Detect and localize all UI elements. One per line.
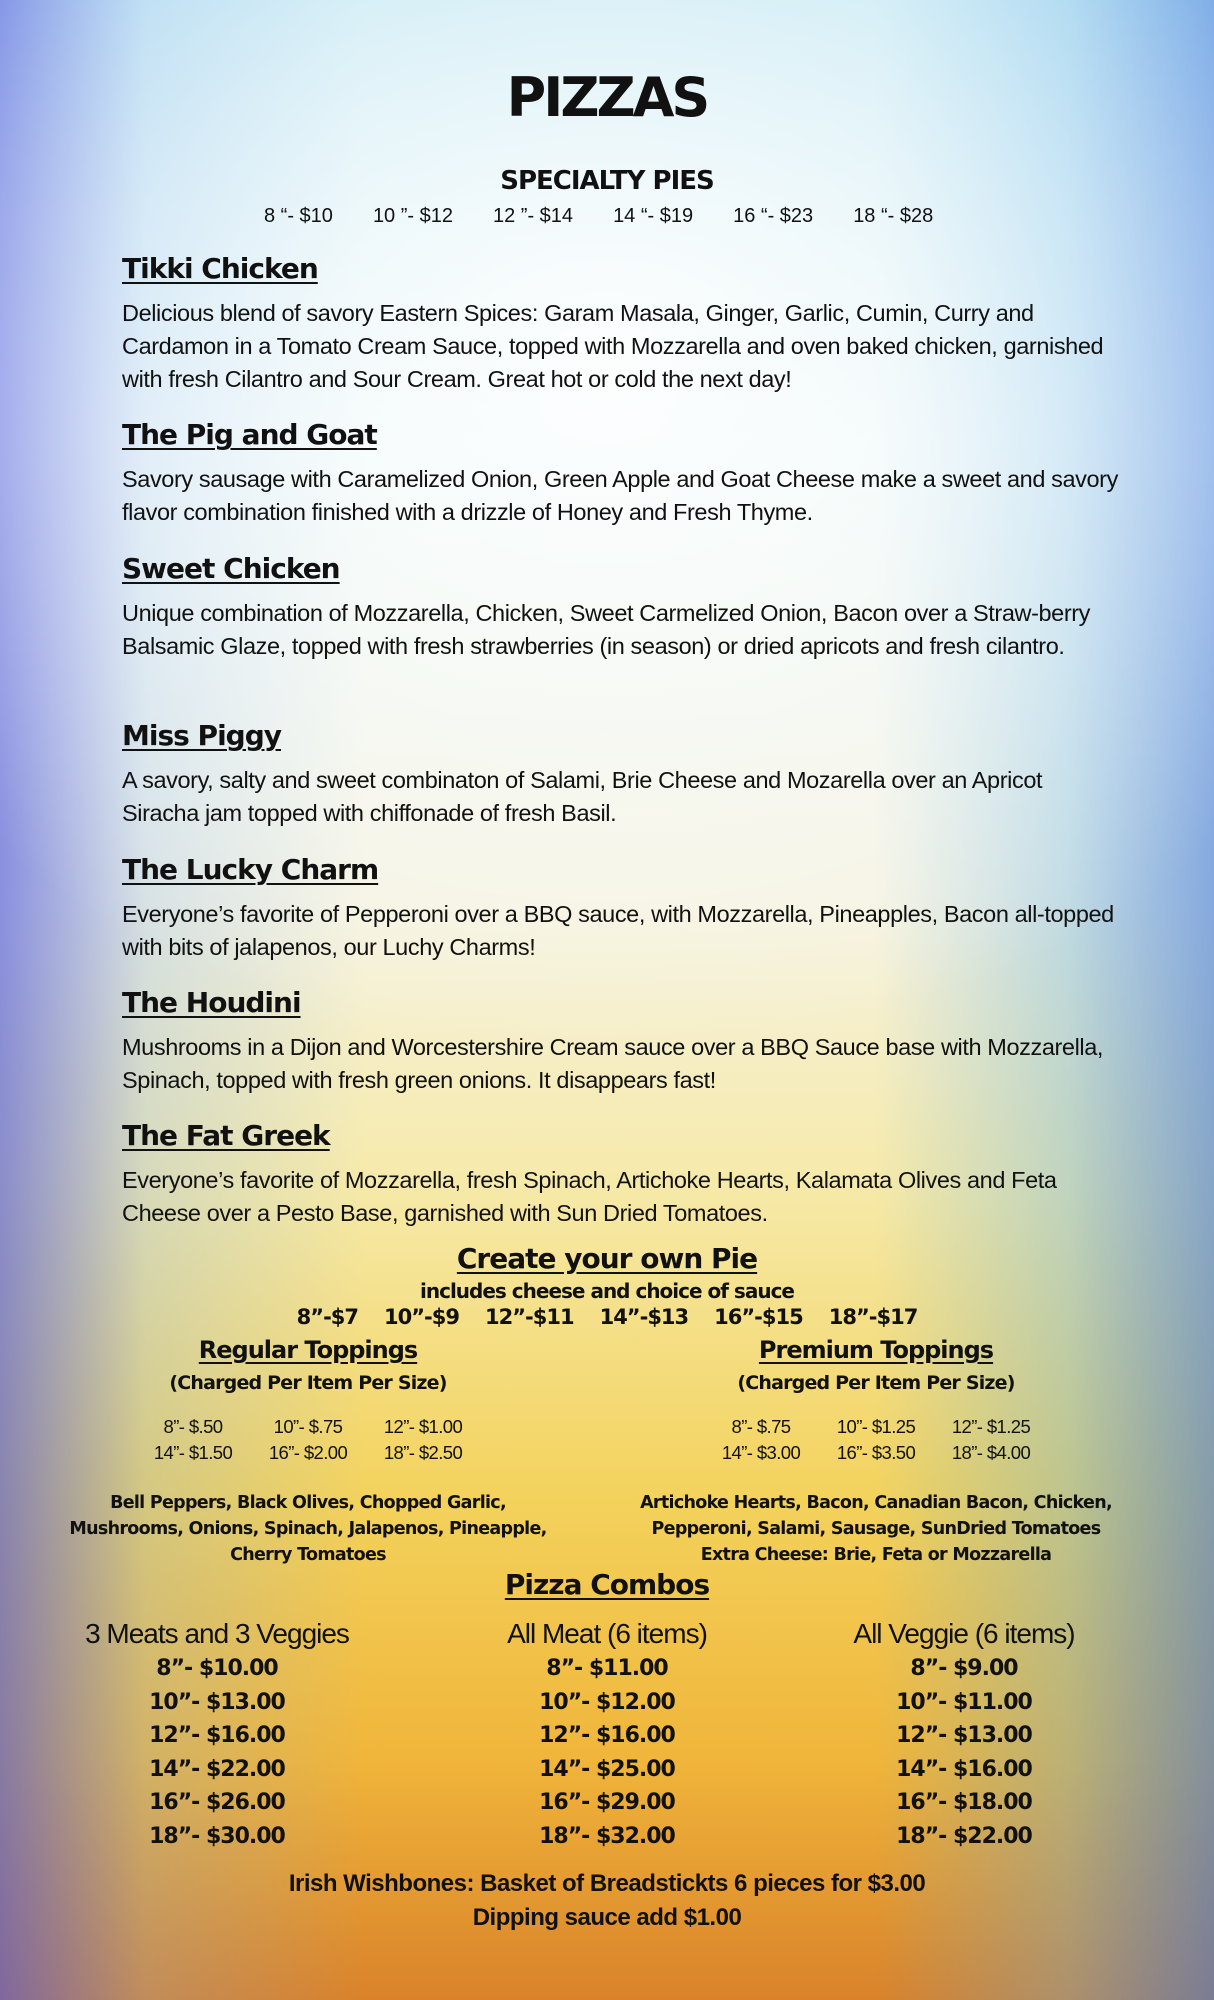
- create-your-own-prices: [0, 1305, 1214, 1329]
- combo-name: All Meat (6 items): [507, 1618, 707, 1649]
- cyo-price: 12”-$11: [485, 1305, 574, 1329]
- combo-price: 18”- $22.00: [896, 1823, 1032, 1849]
- regular-toppings-list: [58, 1490, 558, 1568]
- combo-price: 14”- $22.00: [149, 1756, 285, 1782]
- topping-list-line: Mushrooms, Onions, Spinach, Jalapenos, Pineapple,: [69, 1519, 547, 1539]
- topping-price: 8”- $.50: [163, 1416, 223, 1437]
- premium-toppings: [626, 1336, 1126, 1568]
- specialty-price: 14 “- $19: [613, 205, 694, 227]
- premium-toppings-list: [626, 1490, 1126, 1568]
- combo-price: 16”- $29.00: [539, 1790, 675, 1815]
- topping-list-line: Cherry Tomatoes: [230, 1545, 386, 1565]
- regular-toppings-title: Regular Toppings: [198, 1336, 418, 1364]
- menu-item-name: Miss Piggy: [122, 719, 281, 752]
- combo-price: 16”- $26.00: [149, 1790, 285, 1815]
- combo-column: [417, 1618, 797, 1853]
- topping-price: 8”- $.75: [731, 1416, 791, 1437]
- regular-toppings-subtitle: (Charged Per Item Per Size): [169, 1372, 447, 1394]
- topping-price: 14”- $1.50: [153, 1442, 233, 1463]
- page-title: PIZZAS: [506, 66, 708, 129]
- menu-item: [122, 1119, 1122, 1230]
- combos-title: Pizza Combos: [504, 1568, 710, 1601]
- combo-price: 14”- $16.00: [896, 1756, 1032, 1782]
- combo-price: 8”- $10.00: [156, 1656, 278, 1681]
- topping-list-line: Pepperoni, Salami, Sausage, SunDried Tomatoes: [651, 1519, 1101, 1539]
- regular-toppings-prices: [136, 1416, 481, 1464]
- cyo-price: 16”-$15: [714, 1305, 803, 1329]
- cyo-price: 8”-$7: [296, 1305, 359, 1329]
- menu-item-description: Everyone’s favorite of Mozzarella, fresh Spinach, Artichoke Hearts, Kalamata Olives and Feta Cheese over a Pesto Base, garnished with Sun Dried Tomatoes.: [122, 1167, 1057, 1226]
- topping-price: 12”- $1.25: [951, 1416, 1031, 1437]
- topping-price: 10”- $.75: [273, 1416, 343, 1437]
- breadsticks-offer: Irish Wishbones: Basket of Breadstickts 6 pieces for $3.00: [288, 1870, 926, 1897]
- combo-price: 8”- $11.00: [546, 1656, 668, 1681]
- combo-price: 8”- $9.00: [910, 1656, 1018, 1681]
- topping-price: 10”- $1.25: [836, 1416, 916, 1437]
- menu-item-description: Savory sausage with Caramelized Onion, Green Apple and Goat Cheese make a sweet and savory flavor combination finished with a drizzle of Honey and Fresh Thyme.: [122, 466, 1118, 525]
- combo-price: 12”- $16.00: [149, 1723, 285, 1748]
- menu-item-name: The Lucky Charm: [122, 853, 379, 886]
- topping-price: 12”- $1.00: [383, 1416, 463, 1437]
- specialty-price: 18 “- $28: [853, 205, 934, 227]
- combo-price: 12”- $13.00: [896, 1723, 1032, 1748]
- regular-toppings: [58, 1336, 558, 1568]
- menu-item: [122, 252, 1122, 396]
- menu-item: [122, 986, 1122, 1097]
- menu-item: [122, 719, 1122, 830]
- menu-item: [122, 552, 1122, 663]
- combo-price: 10”- $13.00: [149, 1689, 285, 1715]
- menu-item-description: Mushrooms in a Dijon and Worcestershire Cream sauce over a BBQ Sauce base with Mozzarella, Spinach, topped with fresh green onions. It disappears fast!: [122, 1034, 1104, 1093]
- menu-item-name: The Fat Greek: [122, 1119, 330, 1152]
- combo-price: 12”- $16.00: [539, 1723, 675, 1748]
- menu-item-description: Delicious blend of savory Eastern Spices: Garam Masala, Ginger, Garlic, Cumin, Curry and Cardamon in a Tomato Cream Sauce, topped with Mozzarella and oven baked chicken, garnished with fresh Cilantro and Sour Cream. Great hot or cold the next day!: [122, 300, 1104, 392]
- menu-item-name: The Houdini: [122, 986, 301, 1019]
- combo-price: 18”- $32.00: [539, 1823, 675, 1849]
- premium-toppings-prices: [704, 1416, 1049, 1464]
- cyo-price: 14”-$13: [599, 1305, 689, 1329]
- combo-price: 18”- $30.00: [149, 1823, 285, 1849]
- cyo-price: 18”-$17: [828, 1305, 918, 1329]
- topping-price: 16”- $3.50: [836, 1442, 916, 1463]
- menu-item-name: The Pig and Goat: [122, 418, 377, 451]
- create-your-own-title: Create your own Pie: [456, 1242, 758, 1275]
- specialty-price: 10 ”- $12: [372, 205, 453, 227]
- specialty-price: 8 “- $10: [264, 205, 333, 227]
- menu-item: [122, 853, 1122, 964]
- menu-item-description: Unique combination of Mozzarella, Chicken, Sweet Carmelized Onion, Bacon over a Straw-berry Balsamic Glaze, topped with fresh strawberries (in season) or dried apricots and fresh cilantro.: [122, 600, 1091, 659]
- combo-name: All Veggie (6 items): [853, 1618, 1075, 1649]
- topping-list-line: Extra Cheese: Brie, Feta or Mozzarella: [700, 1545, 1052, 1565]
- combo-price: 16”- $18.00: [896, 1790, 1032, 1815]
- premium-toppings-title: Premium Toppings: [758, 1336, 994, 1364]
- combo-price: 10”- $12.00: [539, 1689, 675, 1715]
- dipping-sauce-note: Dipping sauce add $1.00: [472, 1904, 742, 1931]
- combo-column: [774, 1618, 1154, 1853]
- specialty-prices: [264, 205, 973, 228]
- menu-item-description: Everyone’s favorite of Pepperoni over a BBQ sauce, with Mozzarella, Pineapples, Bacon all-topped with bits of jalapenos, our Luchy Charms!: [122, 901, 1114, 960]
- specialty-price: 12 ”- $14: [493, 205, 574, 227]
- menu-item-name: Tikki Chicken: [122, 252, 318, 285]
- combo-column: [27, 1618, 407, 1853]
- specialty-title: SPECIALTY PIES: [500, 166, 714, 196]
- premium-toppings-subtitle: (Charged Per Item Per Size): [737, 1372, 1015, 1394]
- specialty-price: 16 “- $23: [733, 205, 814, 227]
- topping-list-line: Bell Peppers, Black Olives, Chopped Garlic,: [110, 1493, 506, 1513]
- topping-price: 18”- $4.00: [951, 1442, 1031, 1463]
- menu-item-description: A savory, salty and sweet combinaton of Salami, Brie Cheese and Mozarella over an Apricot Siracha jam topped with chiffonade of fresh Basil.: [122, 767, 1043, 826]
- menu-item-name: Sweet Chicken: [122, 552, 340, 585]
- topping-price: 16”- $2.00: [268, 1442, 348, 1463]
- combo-price: 14”- $25.00: [539, 1756, 675, 1782]
- topping-price: 18”- $2.50: [383, 1442, 463, 1463]
- topping-price: 14”- $3.00: [721, 1442, 801, 1463]
- combo-name: 3 Meats and 3 Veggies: [85, 1618, 349, 1649]
- combo-price: 10”- $11.00: [896, 1689, 1032, 1715]
- menu-item: [122, 418, 1122, 529]
- topping-list-line: Artichoke Hearts, Bacon, Canadian Bacon, Chicken,: [640, 1493, 1112, 1513]
- create-your-own-subtitle: includes cheese and choice of sauce: [420, 1279, 794, 1303]
- cyo-price: 10”-$9: [384, 1305, 459, 1329]
